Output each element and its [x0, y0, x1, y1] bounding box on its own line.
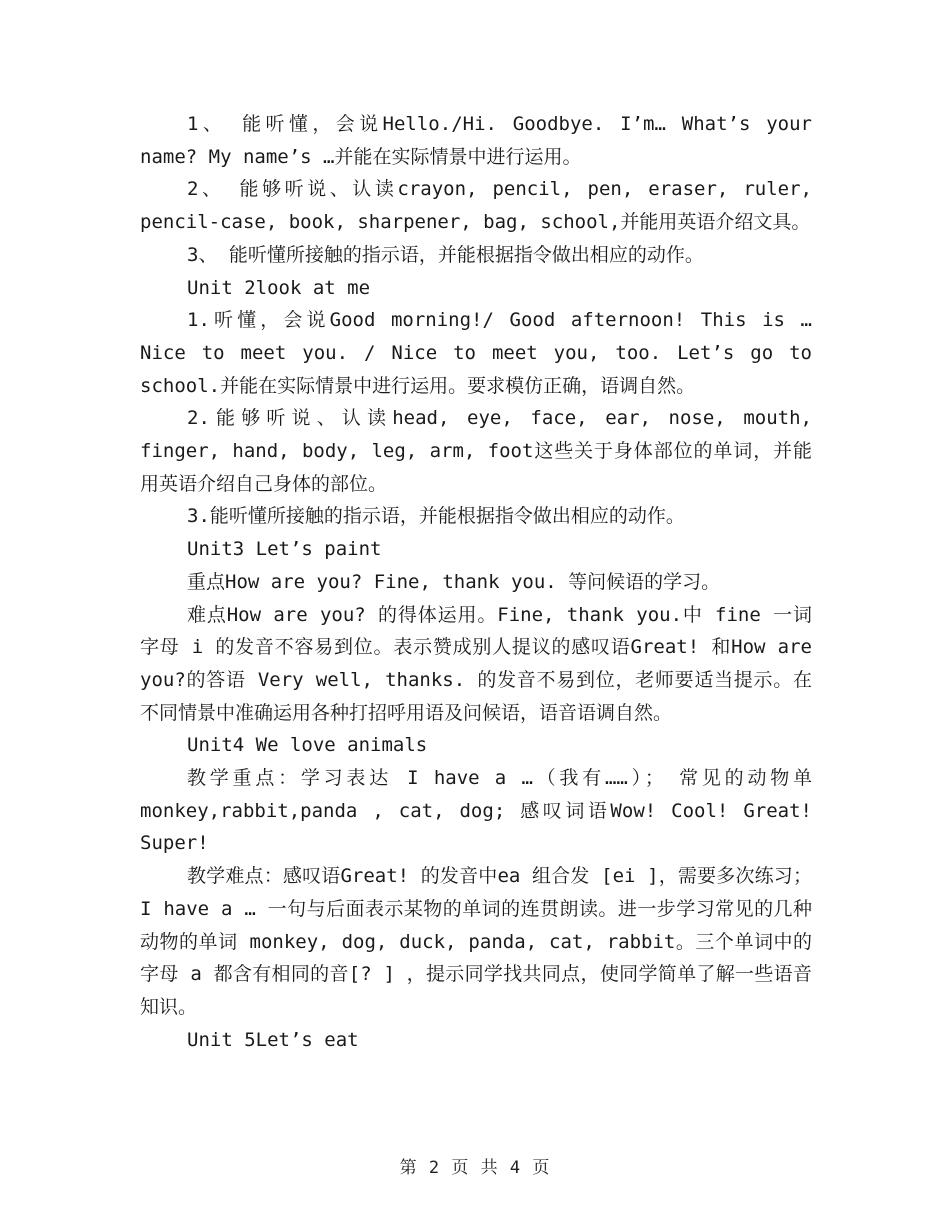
section-heading: Unit 5Let’s eat: [187, 1028, 359, 1051]
paragraph: 1.听懂，会说Good morning!/ Good afternoon! This is … Nice to meet you. / Nice to meet you, too. Let’s go to school.并能在实际情景中进行运用。要求模仿正确，语调自然。: [140, 309, 812, 397]
paragraph: 3、 能听懂所接触的指示语，并能根据指令做出相应的动作。: [187, 243, 704, 266]
section-heading: Unit 2look at me: [187, 276, 371, 299]
paragraph: 难点How are you? 的得体运用。Fine, thank you.中 fine 一词字母 i 的发音不容易到位。表示赞成别人提议的感叹语Great! 和How are you?的答语 Very well, thanks. 的发音不易到位，老师要适当提示。在不同情景中准确运用各种打招呼用语及问候语，语音语调自然。: [140, 603, 812, 724]
section-heading: Unit4 We love animals: [187, 734, 428, 757]
section-heading: Unit3 Let’s paint: [187, 538, 382, 561]
paragraph: 教学难点：感叹语Great! 的发音中ea 组合发 [ei ]，需要多次练习；I have a … 一句与后面表示某物的单词的连贯朗读。进一步学习常见的几种动物的单词 monkey, dog, duck, panda, cat, rabbit。三个单词中的字母 a 都含有相同的音[? ] ，提示同学找共同点，使同学简单了解一些语音知识。: [140, 865, 812, 1018]
paragraph: 2、 能够听说、认读crayon, pencil, pen, eraser, ruler, pencil-case, book, sharpener, bag, school,并能用英语介绍文具。: [140, 178, 812, 234]
paragraph: 3.能听懂所接触的指示语，并能根据指令做出相应的动作。: [187, 505, 685, 528]
document-body: [140, 108, 812, 1056]
paragraph: 重点How are you? Fine, thank you. 等问候语的学习。: [187, 570, 721, 593]
paragraph: 1、 能听懂，会说Hello./Hi. Goodbye. I’m… What’s your name? My name’s …并能在实际情景中进行运用。: [140, 113, 812, 168]
paragraph: 2.能够听说、认读head, eye, face, ear, nose, mouth, finger, hand, body, leg, arm, foot这些关于身体部位的单词，并能用英语介绍自己身体的部位。: [140, 407, 812, 495]
page-number-footer: 第 2 页 共 4 页: [399, 1158, 551, 1178]
paragraph: 教学重点：学习表达 I have a …（我有……）； 常见的动物单monkey,rabbit,panda , cat, dog; 感叹词语Wow! Cool! Great! Super!: [140, 767, 812, 855]
